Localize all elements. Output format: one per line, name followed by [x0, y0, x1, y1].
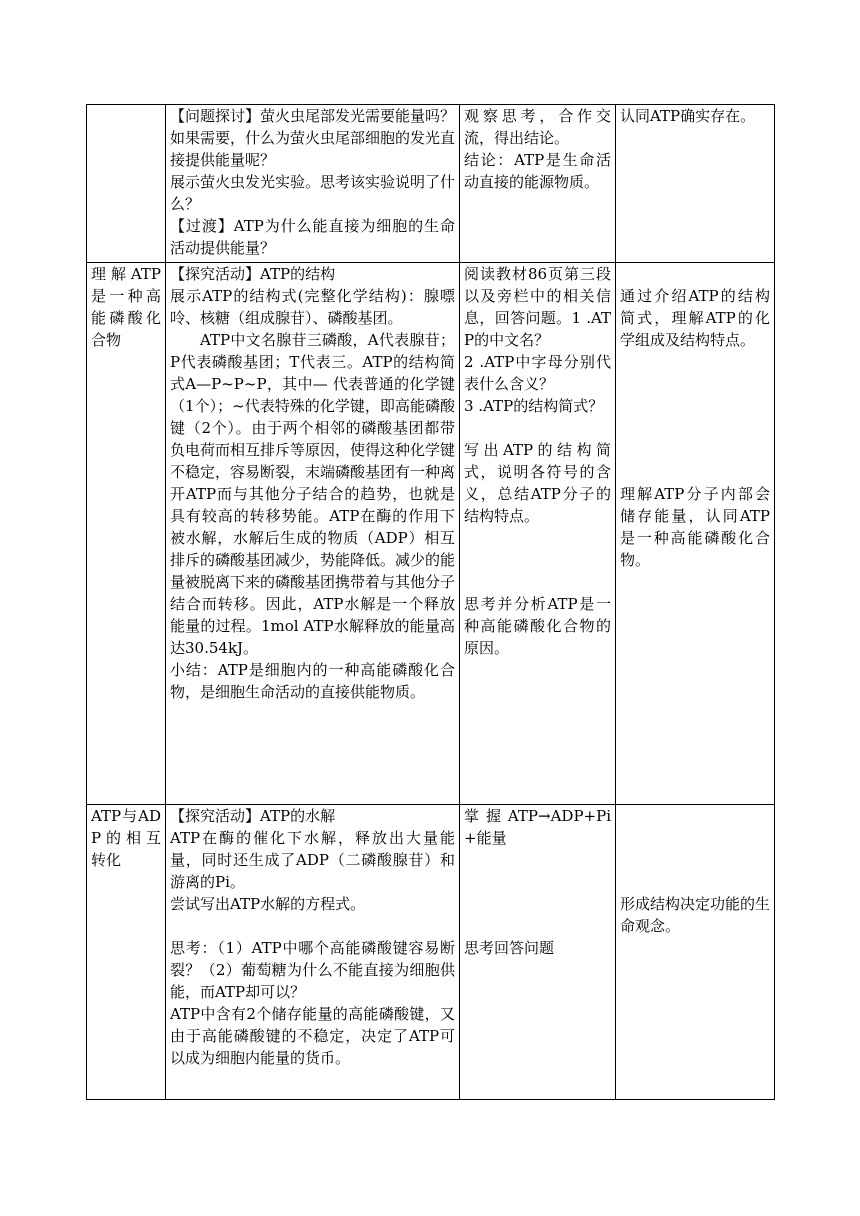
lesson-plan-table — [86, 104, 775, 1100]
text-paragraph: 【过渡】ATP为什么能直接为细胞的生命活动提供能量？ — [170, 217, 455, 257]
text-paragraph: 思考并分析ATP是一种高能磷酸化合物的原因。 — [464, 595, 611, 657]
cell-design-intent — [616, 805, 775, 1100]
table-row — [87, 105, 775, 263]
cell-student-activity — [460, 263, 616, 805]
cell-design-intent — [616, 263, 775, 805]
cell-student-activity — [460, 805, 616, 1100]
text-paragraph: 理解ATP是一种高能磷酸化合物 — [91, 265, 161, 349]
text-paragraph: 观察思考，合作交流，得出结论。 — [464, 107, 611, 147]
text-paragraph: 小结：ATP是细胞内的一种高能磷酸化合物，是细胞生命活动的直接供能物质。 — [170, 661, 455, 701]
text-paragraph: 【探究活动】ATP的结构 — [170, 265, 336, 283]
text-paragraph: 阅读教材86页第三段以及旁栏中的相关信息，回答问题。1 .ATP的中文名？ — [464, 265, 611, 349]
text-paragraph: 通过介绍ATP的结构简式，理解ATP的化学组成及结构特点。 — [620, 287, 770, 349]
cell-teacher-activity — [166, 263, 460, 805]
cell-teacher-activity — [166, 805, 460, 1100]
text-paragraph: 展示萤火虫发光实验。思考该实验说明了什么？ — [170, 173, 456, 213]
table-row — [87, 805, 775, 1100]
text-paragraph: ATP与ADP的相互转化 — [91, 807, 161, 869]
text-paragraph: 掌握ATP→ADP+Pi+能量 — [464, 807, 611, 847]
text-paragraph: 【探究活动】ATP的水解 — [170, 807, 336, 825]
text-paragraph: 写出ATP的结构简式，说明各符号的含义，总结ATP分子的结构特点。 — [464, 441, 611, 525]
text-paragraph: ATP中文名腺苷三磷酸，A代表腺苷；P代表磷酸基团；T代表三。ATP的结构简式A—P~P~P，其中— 代表普通的化学键（1个）；~代表特殊的化学键，即高能磷酸键（2个）。由于两个相邻的磷酸基团都带负电荷而相互排斥等原因，使得这种化学键不稳定，容易断裂，末端磷酸基团有一种离开ATP而与其他分子结合的趋势，也就是具有较高的转移势能。ATP在酶的作用下被水解，水解后生成的物质（ADP）相互排斥的磷酸基团减少，势能降低。减少的能量被脱离下来的磷酸基团携带着与其他分子结合而转移。因此，ATP水解是一个释放能量的过程。1mol ATP水解释放的能量高达30.54kJ。 — [170, 331, 456, 657]
text-paragraph: 形成结构决定功能的生命观念。 — [620, 895, 771, 935]
cell-teaching-goal — [87, 805, 166, 1100]
text-paragraph: 思考：（1）ATP中哪个高能磷酸键容易断裂？（2）葡萄糖为什么不能直接为细胞供能，而ATP却可以？ — [170, 939, 455, 1001]
text-paragraph: 尝试写出ATP水解的方程式。 — [170, 895, 366, 913]
text-paragraph: 展示ATP的结构式(完整化学结构)：腺嘌呤、核糖（组成腺苷）、磷酸基团。 — [170, 287, 455, 327]
text-paragraph: 结论：ATP是生命活动直接的能源物质。 — [464, 151, 611, 191]
cell-teaching-goal — [87, 263, 166, 805]
text-paragraph: 认同ATP确实存在。 — [620, 107, 756, 125]
cell-student-activity — [460, 105, 616, 263]
text-paragraph: ATP在酶的催化下水解，释放出大量能量，同时还生成了ADP（二磷酸腺苷）和游离的Pi。 — [170, 829, 455, 891]
text-paragraph: 2 .ATP中字母分别代表什么含义？ — [464, 353, 611, 393]
text-paragraph: 【问题探讨】萤火虫尾部发光需要能量吗？如果需要，什么为萤火虫尾部细胞的发光直接提供能量呢？ — [170, 107, 456, 169]
cell-design-intent — [616, 105, 775, 263]
text-paragraph: 思考回答问题 — [464, 939, 555, 957]
cell-teacher-activity — [166, 105, 460, 263]
cell-teaching-goal — [87, 105, 166, 263]
text-paragraph: 理解ATP分子内部会储存能量，认同ATP是一种高能磷酸化合物。 — [620, 485, 770, 569]
table-row — [87, 263, 775, 805]
text-paragraph: ATP中含有2个储存能量的高能磷酸键，又由于高能磷酸键的不稳定，决定了ATP可以成为细胞内能量的货币。 — [170, 1005, 455, 1067]
text-paragraph: 3 .ATP的结构简式？ — [464, 397, 604, 415]
